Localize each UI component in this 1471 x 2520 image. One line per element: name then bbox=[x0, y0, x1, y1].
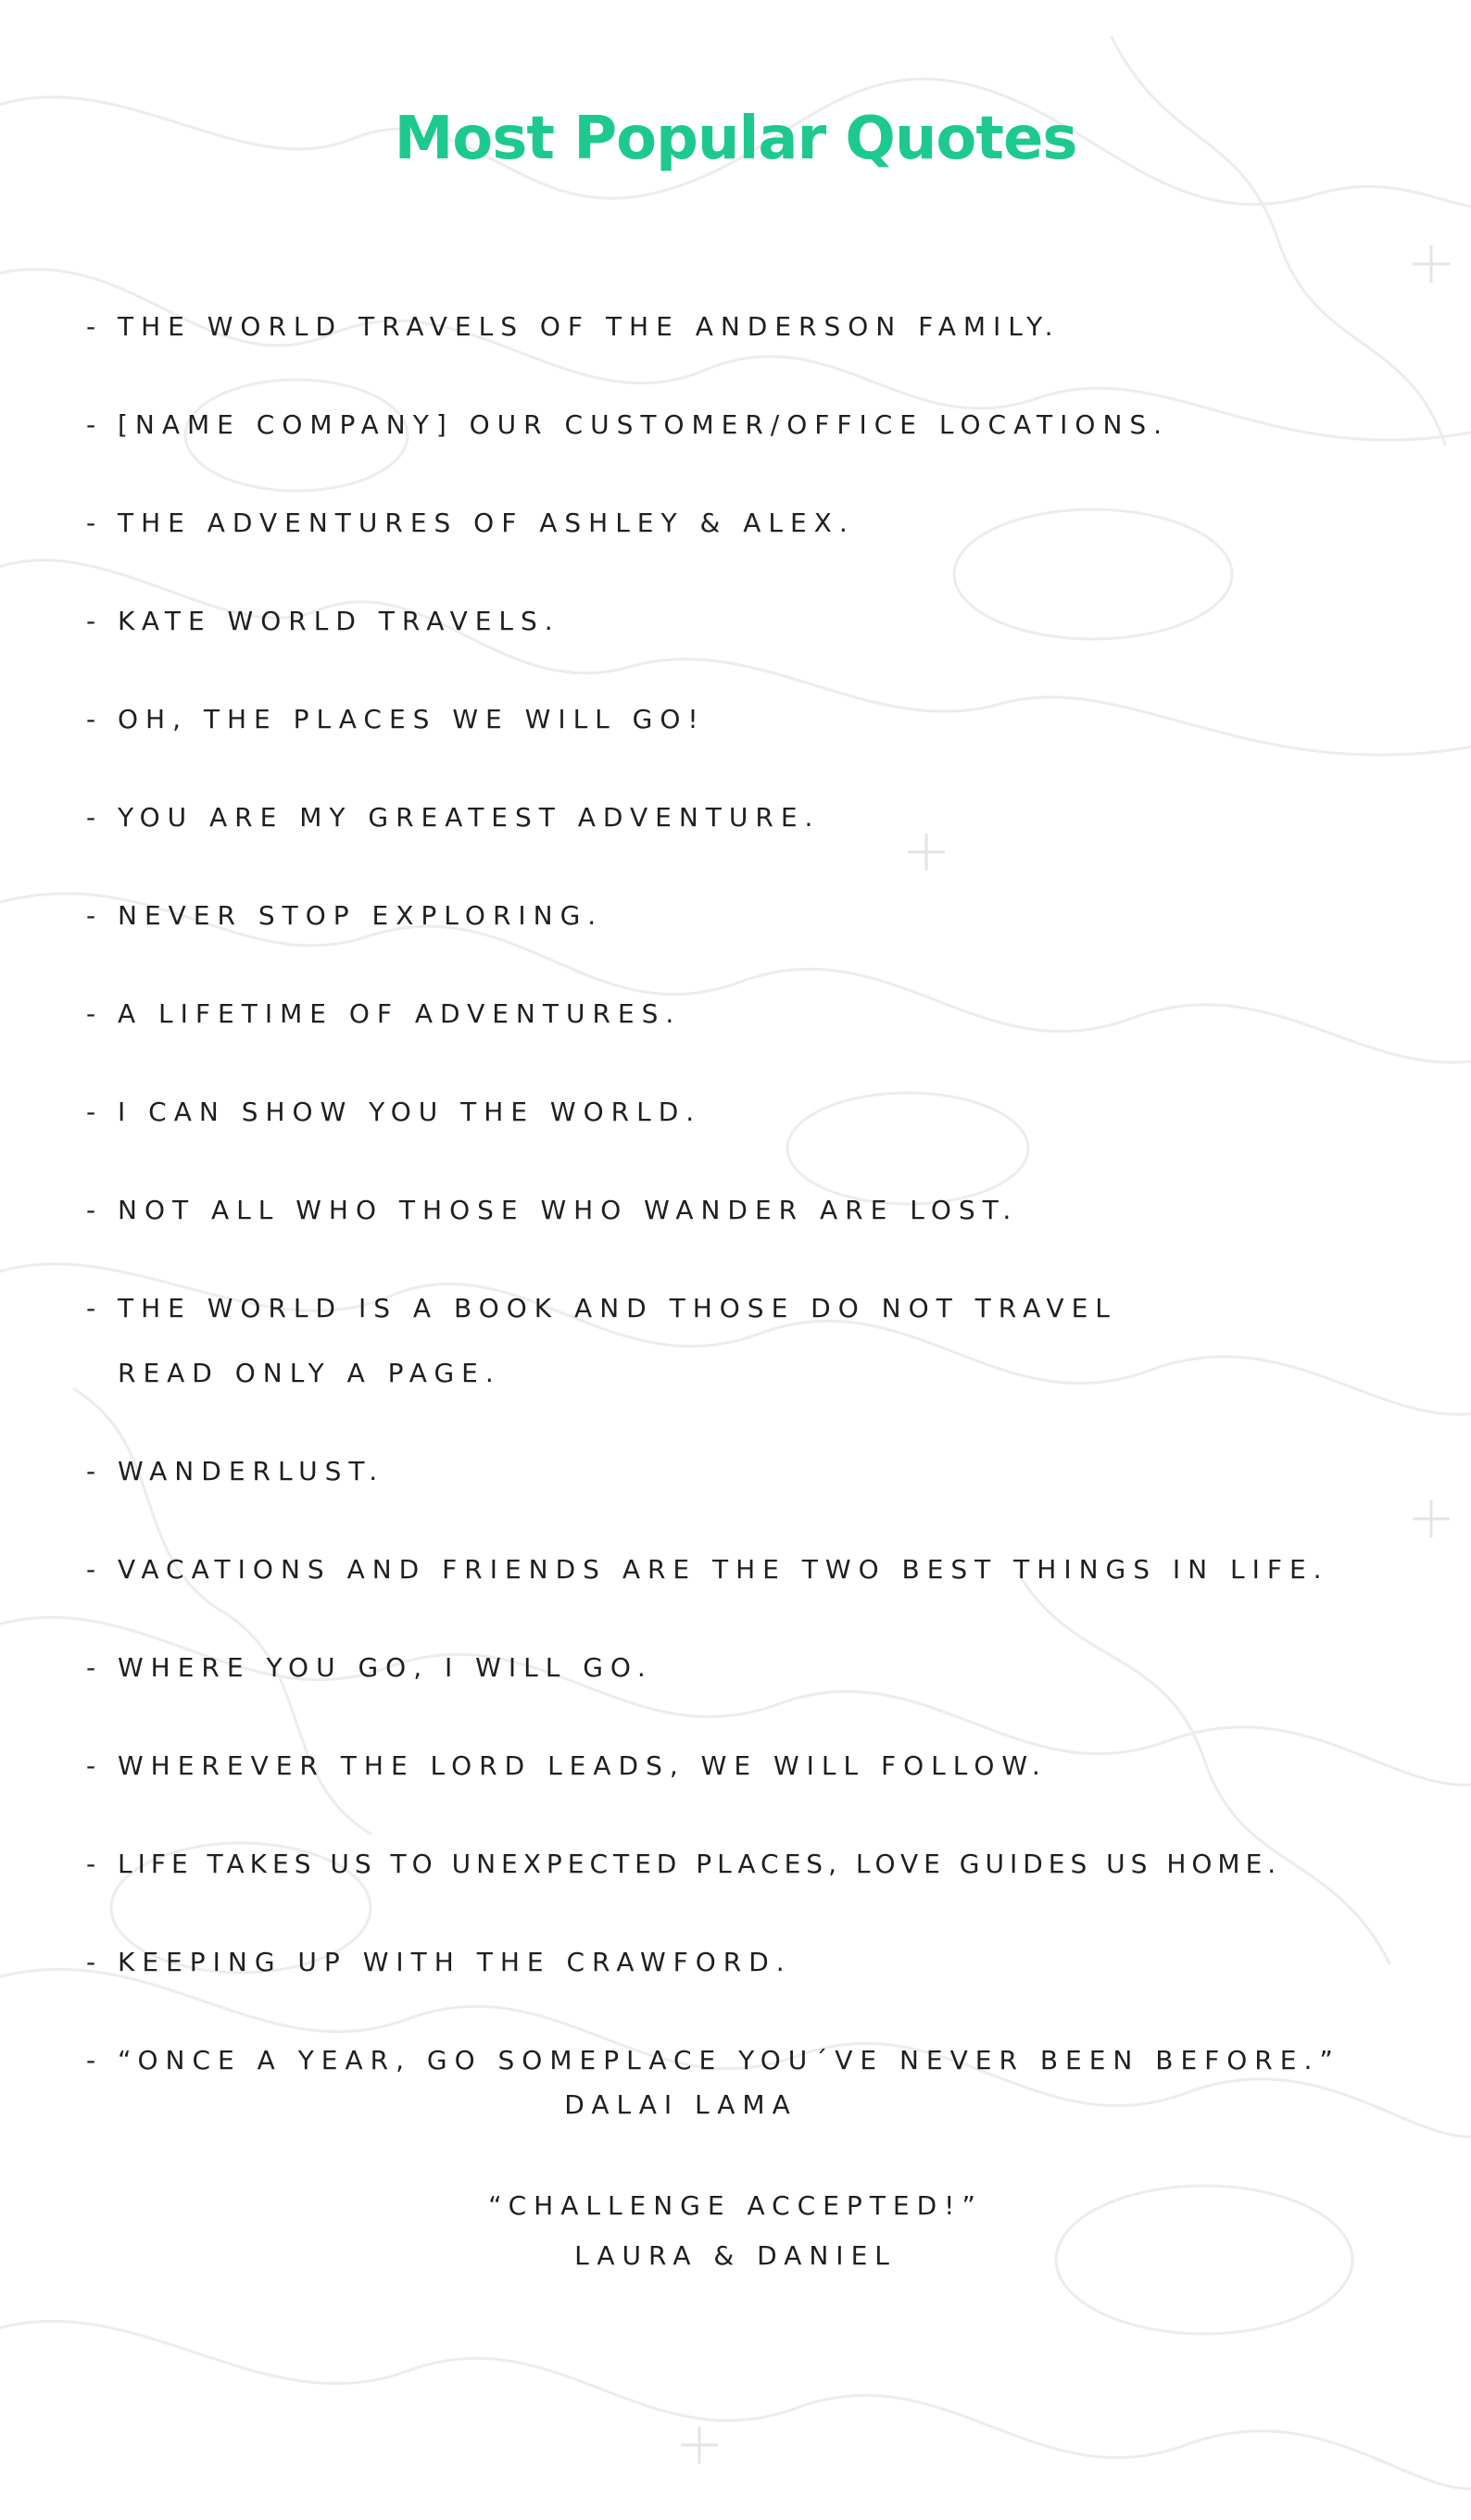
quote-dash: - bbox=[86, 1849, 96, 1879]
quote-dash: - bbox=[86, 2045, 96, 2075]
final-quote-text: “CHALLENGE ACCEPTED!” bbox=[488, 2190, 983, 2221]
quote-dash: - bbox=[86, 704, 96, 734]
quote-item bbox=[86, 1293, 1448, 1389]
quote-text: THE ADVENTURES OF ASHLEY & ALEX. bbox=[118, 508, 855, 538]
quote-item bbox=[86, 2045, 1448, 2121]
quote-item bbox=[86, 998, 1448, 1030]
quote-item bbox=[86, 1849, 1448, 1880]
quote-item bbox=[86, 508, 1448, 539]
quote-item bbox=[86, 900, 1448, 932]
quote-item bbox=[86, 1195, 1448, 1226]
quote-text: [NAME COMPANY] OUR CUSTOMER/OFFICE LOCATIONS. bbox=[118, 409, 1170, 440]
quote-text: “ONCE A YEAR, GO SOMEPLACE YOU´VE NEVER BEEN BEFORE.” bbox=[118, 2045, 1340, 2075]
quote-text: YOU ARE MY GREATEST ADVENTURE. bbox=[118, 802, 821, 833]
quote-item bbox=[86, 311, 1448, 343]
quote-dash: - bbox=[86, 508, 96, 538]
quote-text: NOT ALL WHO THOSE WHO WANDER ARE LOST. bbox=[118, 1195, 1019, 1225]
quote-text: I CAN SHOW YOU THE WORLD. bbox=[118, 1097, 702, 1127]
quote-dash: - bbox=[86, 311, 96, 342]
quote-item bbox=[86, 704, 1448, 735]
final-quote-attribution: LAURA & DANIEL bbox=[574, 2240, 897, 2271]
quote-item bbox=[86, 1652, 1448, 1684]
quote-text: A LIFETIME OF ADVENTURES. bbox=[118, 998, 682, 1029]
quote-dash: - bbox=[86, 1456, 96, 1486]
quote-dash: - bbox=[86, 1293, 96, 1323]
quote-dash: - bbox=[86, 1195, 96, 1225]
quote-item bbox=[86, 802, 1448, 834]
quote-item bbox=[86, 1554, 1448, 1586]
quote-list bbox=[86, 311, 1448, 2121]
quote-dash: - bbox=[86, 1652, 96, 1683]
quote-dash: - bbox=[86, 998, 96, 1029]
quote-text: WHERE YOU GO, I WILL GO. bbox=[118, 1652, 653, 1683]
quote-text: LIFE TAKES US TO UNEXPECTED PLACES, LOVE GUIDES US HOME. bbox=[118, 1849, 1282, 1879]
page-title: Most Popular Quotes bbox=[394, 105, 1077, 173]
quote-item bbox=[86, 1947, 1448, 1978]
quote-attribution: DALAI LAMA bbox=[564, 2089, 798, 2120]
quote-item bbox=[86, 1750, 1448, 1782]
quote-item bbox=[86, 1097, 1448, 1128]
quote-text: THE WORLD TRAVELS OF THE ANDERSON FAMILY. bbox=[118, 311, 1061, 342]
quote-text: KATE WORLD TRAVELS. bbox=[118, 606, 560, 636]
quote-text: OH, THE PLACES WE WILL GO! bbox=[118, 704, 706, 734]
quote-dash: - bbox=[86, 1947, 96, 1977]
quote-dash: - bbox=[86, 1097, 96, 1127]
quote-dash: - bbox=[86, 1554, 96, 1585]
quote-dash: - bbox=[86, 802, 96, 833]
quote-text: KEEPING UP WITH THE CRAWFORD. bbox=[118, 1947, 792, 1977]
quote-text: THE WORLD IS A BOOK AND THOSE DO NOT TRAVEL READ ONLY A PAGE. bbox=[118, 1293, 1117, 1388]
final-quote bbox=[0, 2181, 1471, 2281]
quote-text: NEVER STOP EXPLORING. bbox=[118, 900, 604, 931]
quote-dash: - bbox=[86, 1750, 96, 1781]
quote-dash: - bbox=[86, 900, 96, 931]
quote-dash: - bbox=[86, 606, 96, 636]
quote-dash: - bbox=[86, 409, 96, 440]
quote-item bbox=[86, 1456, 1448, 1487]
quote-item bbox=[86, 409, 1448, 441]
quote-text: VACATIONS AND FRIENDS ARE THE TWO BEST THINGS IN LIFE. bbox=[118, 1554, 1329, 1585]
quote-item bbox=[86, 606, 1448, 637]
quote-text: WHEREVER THE LORD LEADS, WE WILL FOLLOW. bbox=[118, 1750, 1048, 1781]
quote-text: WANDERLUST. bbox=[118, 1456, 385, 1486]
